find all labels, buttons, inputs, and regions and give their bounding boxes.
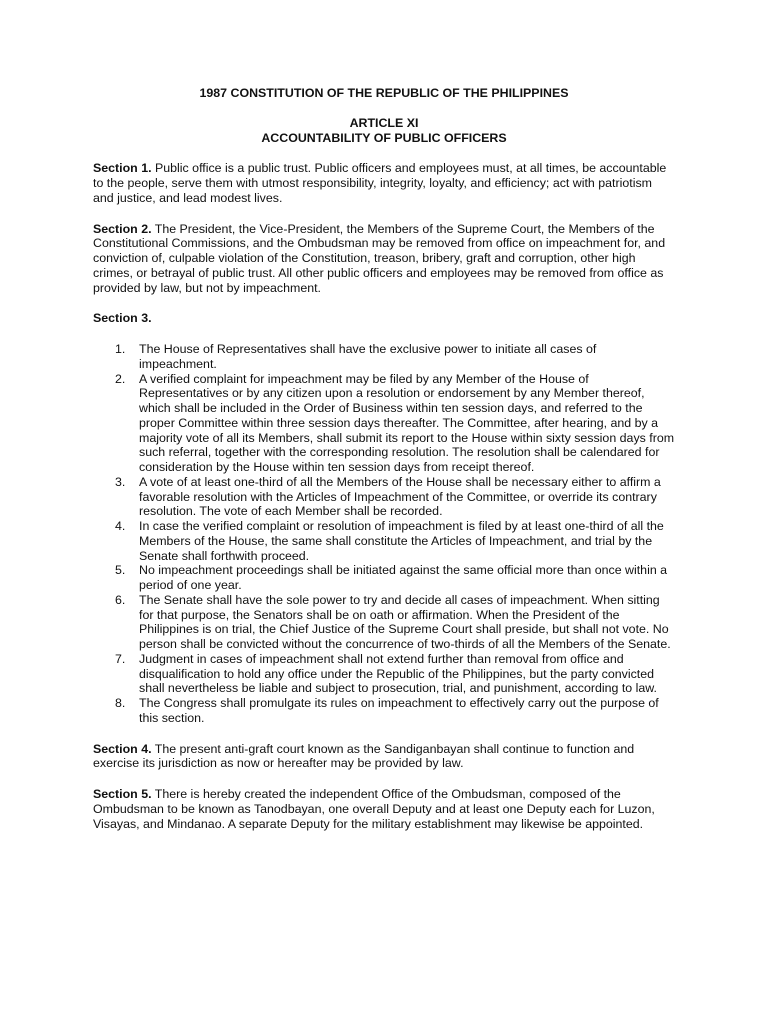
clause-text: In case the verified complaint or resolution of impeachment is filed by at least one-third of all the Members of the House, the same shall constitute the Articles of Impeachment, and trial by the Senate shall forthwith proceed. [139,519,664,563]
clause-text: A verified complaint for impeachment may be filed by any Member of the House of Representatives or by any citizen upon a resolution or endorsement by any Member thereof, which shall be included in the Order of Business within ten session days, and referred to the proper Committee within three session days thereafter. The Committee, after hearing, and by a majority vote of all its Members, shall submit its report to the House within sixty session days from such referral, together with the corresponding resolution. The resolution shall be calendared for consideration by the House within ten session days from receipt thereof. [139,371,675,474]
list-item [93,519,675,563]
section-5-text: There is hereby created the independent Office of the Ombudsman, composed of the Ombudsman to be known as Tanodbayan, one overall Deputy and at least one Deputy each for Luzon, Visayas, and Mindanao. A separate Deputy for the military establishment may likewise be appointed. [93,787,655,831]
clause-text: The Congress shall promulgate its rules on impeachment to effectively carry out the purpose of this section. [139,696,659,725]
section-2-label: Section 2. [93,221,152,236]
section-5 [93,787,675,831]
list-item [93,696,675,726]
clause-number: 6. [115,592,126,607]
document-title: 1987 CONSTITUTION OF THE REPUBLIC OF THE PHILIPPINES [199,86,569,100]
list-item [93,593,675,652]
section-3-label: Section 3. [93,311,152,326]
section-4 [93,742,675,772]
list-item [93,563,675,593]
clause-number: 4. [115,519,126,533]
list-item [93,475,675,519]
clause-number: 3. [115,474,126,489]
clause-text: Judgment in cases of impeachment shall not extend further than removal from office and disqualification to hold any office under the Republic of the Philippines, but the party convicted shall nevertheless be liable and subject to prosecution, trial, and punishment, according to law. [139,651,657,696]
section-3-clause-list [93,342,675,726]
section-5-label: Section 5. [93,787,152,801]
clause-text: The Senate shall have the sole power to try and decide all cases of impeachment. When sitting for that purpose, the Senators shall be on oath or affirmation. When the President of the Philippines is on trial, the Chief Justice of the Supreme Court shall preside, but shall not vote. No person shall be convicted without the concurrence of two-thirds of all the Members of the Senate. [139,592,671,651]
section-1-text: Public office is a public trust. Public officers and employees must, at all times, be accountable to the people, serve them with utmost responsibility, integrity, loyalty, and efficiency; act with patriotism and justice, and lead modest lives. [93,161,667,205]
section-1 [93,161,675,205]
clause-text: A vote of at least one-third of all the Members of the House shall be necessary either to affirm a favorable resolution with the Articles of Impeachment of the Committee, or override its contrary resolution. The vote of each Member shall be recorded. [139,474,661,519]
list-item [93,652,675,696]
list-item [93,342,675,372]
clause-number: 5. [115,563,126,578]
clause-text: The House of Representatives shall have the exclusive power to initiate all cases of impeachment. [139,342,597,371]
article-number: ARTICLE XI [349,115,419,130]
article-heading [93,116,675,146]
section-4-text: The present anti-graft court known as the Sandiganbayan shall continue to function and exercise its jurisdiction as now or hereafter may be provided by law. [93,741,635,771]
section-2 [93,222,675,296]
section-2-text: The President, the Vice-President, the Members of the Supreme Court, the Members of the Constitutional Commissions, and the Ombudsman may be removed from office on impeachment for, and conviction of, culpable violation of the Constitution, treason, bribery, graft and corruption, other high crimes, or betrayal of public trust. All other public officers and employees may be removed from office as provided by law, but not by impeachment. [93,221,666,295]
section-1-label: Section 1. [93,161,152,176]
list-item [93,372,675,475]
clause-number: 2. [115,371,126,386]
clause-number: 8. [115,696,126,710]
section-4-label: Section 4. [93,741,152,756]
clause-number: 1. [115,342,126,356]
article-title: ACCOUNTABILITY OF PUBLIC OFFICERS [261,130,507,145]
document-page [93,86,675,847]
clause-text: No impeachment proceedings shall be initiated against the same official more than once within a period of one year. [139,563,668,592]
clause-number: 7. [115,651,126,666]
